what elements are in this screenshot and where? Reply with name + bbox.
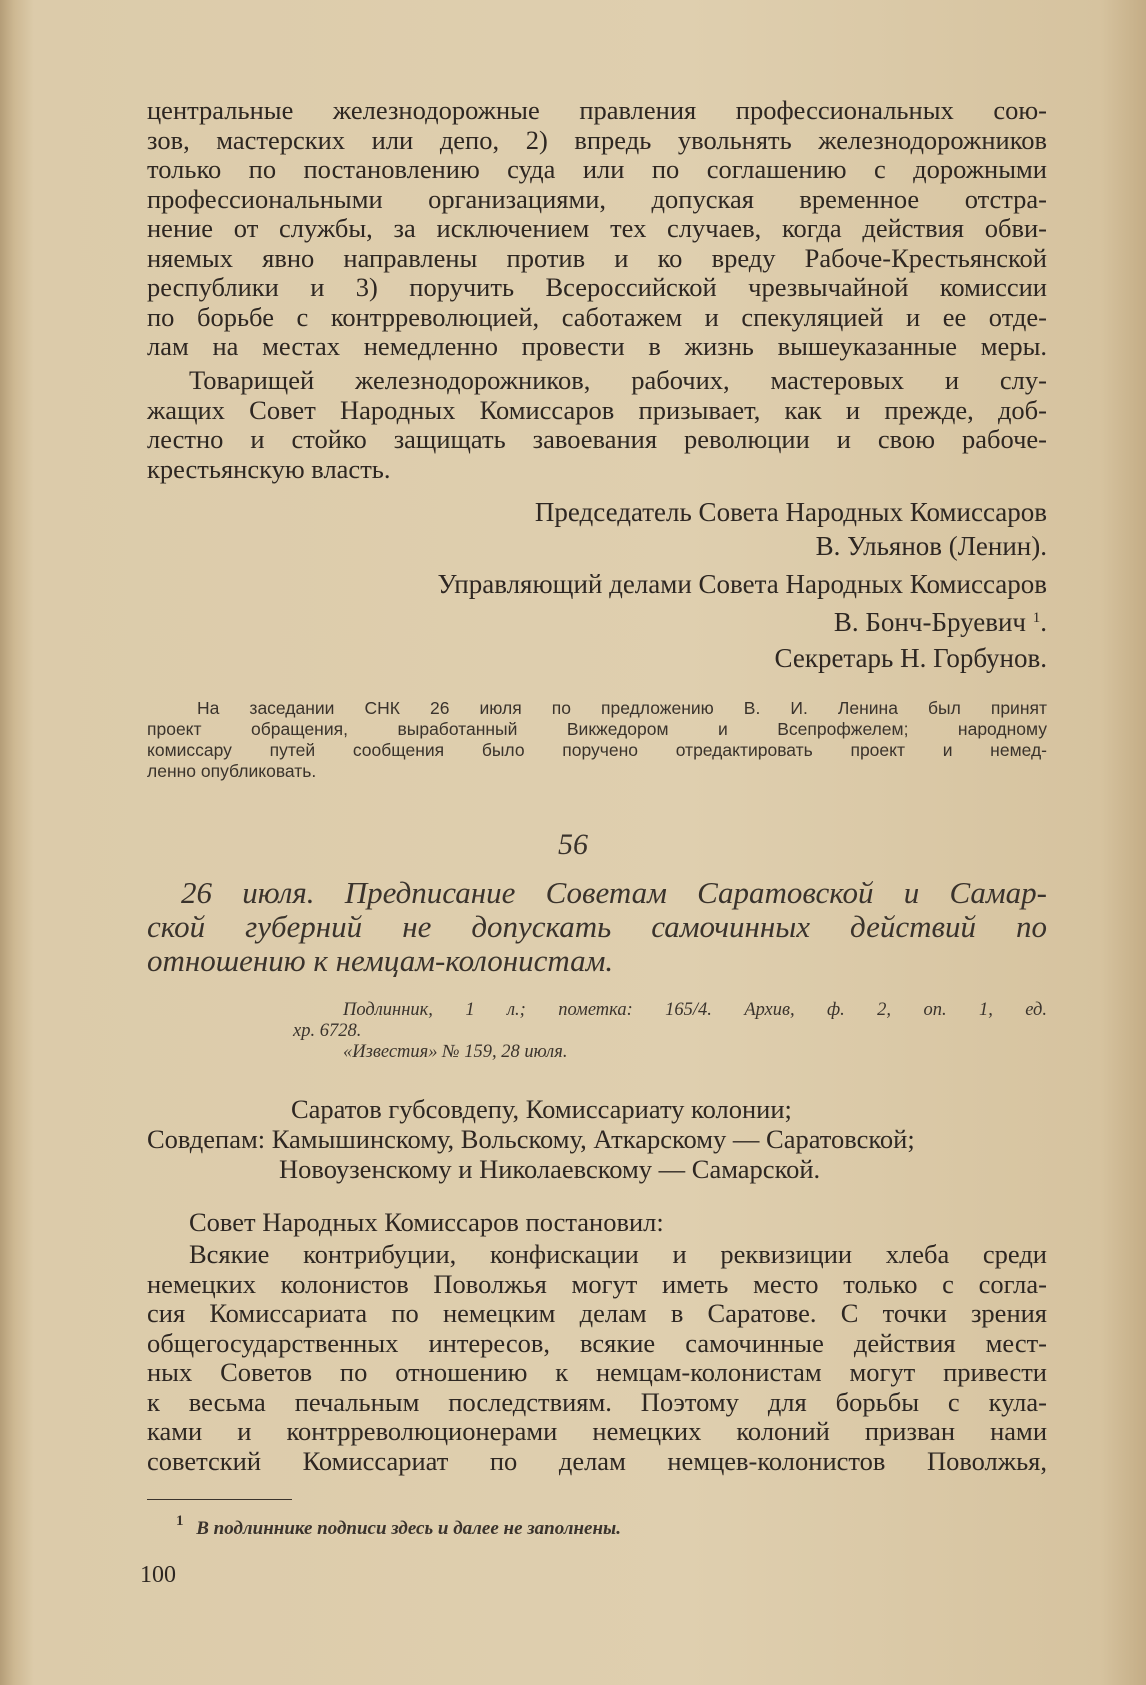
text-line: по борьбе с контрреволюцией, саботажем и спекуляцией и ее отде- [147,301,1047,332]
text-line: советский Комиссариат по делам немцев-колонистов Поволжья, [147,1445,1047,1476]
text-line: немецких колонистов Поволжья могут иметь место только с согла- [147,1268,1047,1299]
text-line: зов, мастерских или депо, 2) впредь увольнять железнодорожников [147,124,1047,155]
text-line: лестно и стойко защищать завоевания революции и свою рабоче- [147,424,1047,454]
text-line: ных Советов по отношению к немцам-колонистам могут привести [147,1357,1047,1387]
footnote-mark: 1 [1032,610,1041,626]
note-line: На заседании СНК 26 июля по предложению В. И. Ленина был принят [197,698,1047,718]
signature-secretary: Секретарь Н. Горбунов. [774,643,1047,673]
page-number: 100 [140,1562,176,1588]
text-line: няемых явно направлены против и ко вреду Рабоче-Крестьянской [147,242,1047,273]
text-line: сия Комиссариата по немецким делам в Саратове. С точки зрения [147,1298,1047,1328]
text-line: лам на местах немедленно провести в жизнь вышеуказанные меры. [147,331,1047,361]
address-line: Совдепам: Камышинскому, Вольскому, Аткарскому — Саратовской; [147,1124,915,1154]
text-line: Всякие контрибуции, конфискации и реквизиции хлеба среди [189,1239,1047,1269]
document-heading [147,876,1047,978]
signature-chair-name: В. Ульянов (Ленин). [815,531,1047,561]
text-line: центральные железнодорожные правления профессиональных сою- [147,95,1047,125]
heading-line: 26 июля. Предписание Советам Саратовской и Самар- [181,875,1047,910]
footnote-text: В подлиннике подписи здесь и далее не заполнены. [196,1518,621,1539]
footnote-divider [147,1499,292,1500]
address-block [147,1094,1047,1184]
text-line: ками и контрреволюционерами немецких колоний призван нами [147,1416,1047,1446]
footnote [176,1513,621,1540]
source-line: Подлинник, 1 л.; пометка: 165/4. Архив, ф. 2, оп. 1, ед. [343,1000,1047,1020]
address-line: Новоузенскому и Николаевскому — Самарской. [279,1154,821,1184]
text-line: профессиональными организациями, допуская временное отстра- [147,183,1047,214]
resolution-body [147,1240,1047,1476]
signature-chair-title: Председатель Совета Народных Комиссаров [534,497,1047,527]
source-line: хр. 6728. [293,1021,362,1041]
resolution-intro [147,1208,1047,1238]
text-line: нение от службы, за исключением тех случаев, когда действия обви- [147,213,1047,243]
heading-line: отношению к немцам-колонистам. [147,943,614,978]
text-line: Совет Народных Комиссаров постановил: [189,1207,664,1237]
signature-manager-title: Управляющий делами Совета Народных Комиссаров [437,569,1047,599]
text-line: к весьма печальным последствиям. Поэтому для борьбы с кула- [147,1386,1047,1417]
document-number: 56 [558,828,588,861]
text-line: Товарищей железнодорожников, рабочих, мастеровых и слу- [189,365,1047,395]
source-reference [147,1000,1047,1063]
footnote-number: 1 [176,1513,184,1529]
text-line: республики и 3) поручить Всероссийской чрезвычайной комиссии [147,272,1047,302]
intro-paragraph [147,96,1047,362]
source-line: «Известия» № 159, 28 июля. [343,1042,568,1062]
editorial-note [147,698,1047,782]
signature-manager [834,602,1047,639]
heading-line: ской губерний не допускать самочинных действий по [147,909,1047,944]
text-line: крестьянскую власть. [147,453,391,484]
text-line: только по постановлению суда или по соглашению с дорожными [147,154,1047,184]
text-line: общегосударственных интересов, всякие самочинные действия мест- [147,1327,1047,1358]
appeal-paragraph [147,366,1047,484]
signature-manager-name-end: . [1040,607,1047,637]
note-line: комиссару путей сообщения было поручено отредактировать проект и немед- [147,740,1047,760]
text-line: жащих Совет Народных Комиссаров призывает, как и прежде, доб- [147,394,1047,425]
address-line: Саратов губсовдепу, Комиссариату колонии; [291,1094,792,1124]
signature-manager-name: В. Бонч-Бруевич [833,607,1026,637]
note-line: проект обращения, выработанный Викжедором и Всепрофжелем; народному [147,719,1047,739]
note-line: ленно опубликовать. [147,761,317,781]
